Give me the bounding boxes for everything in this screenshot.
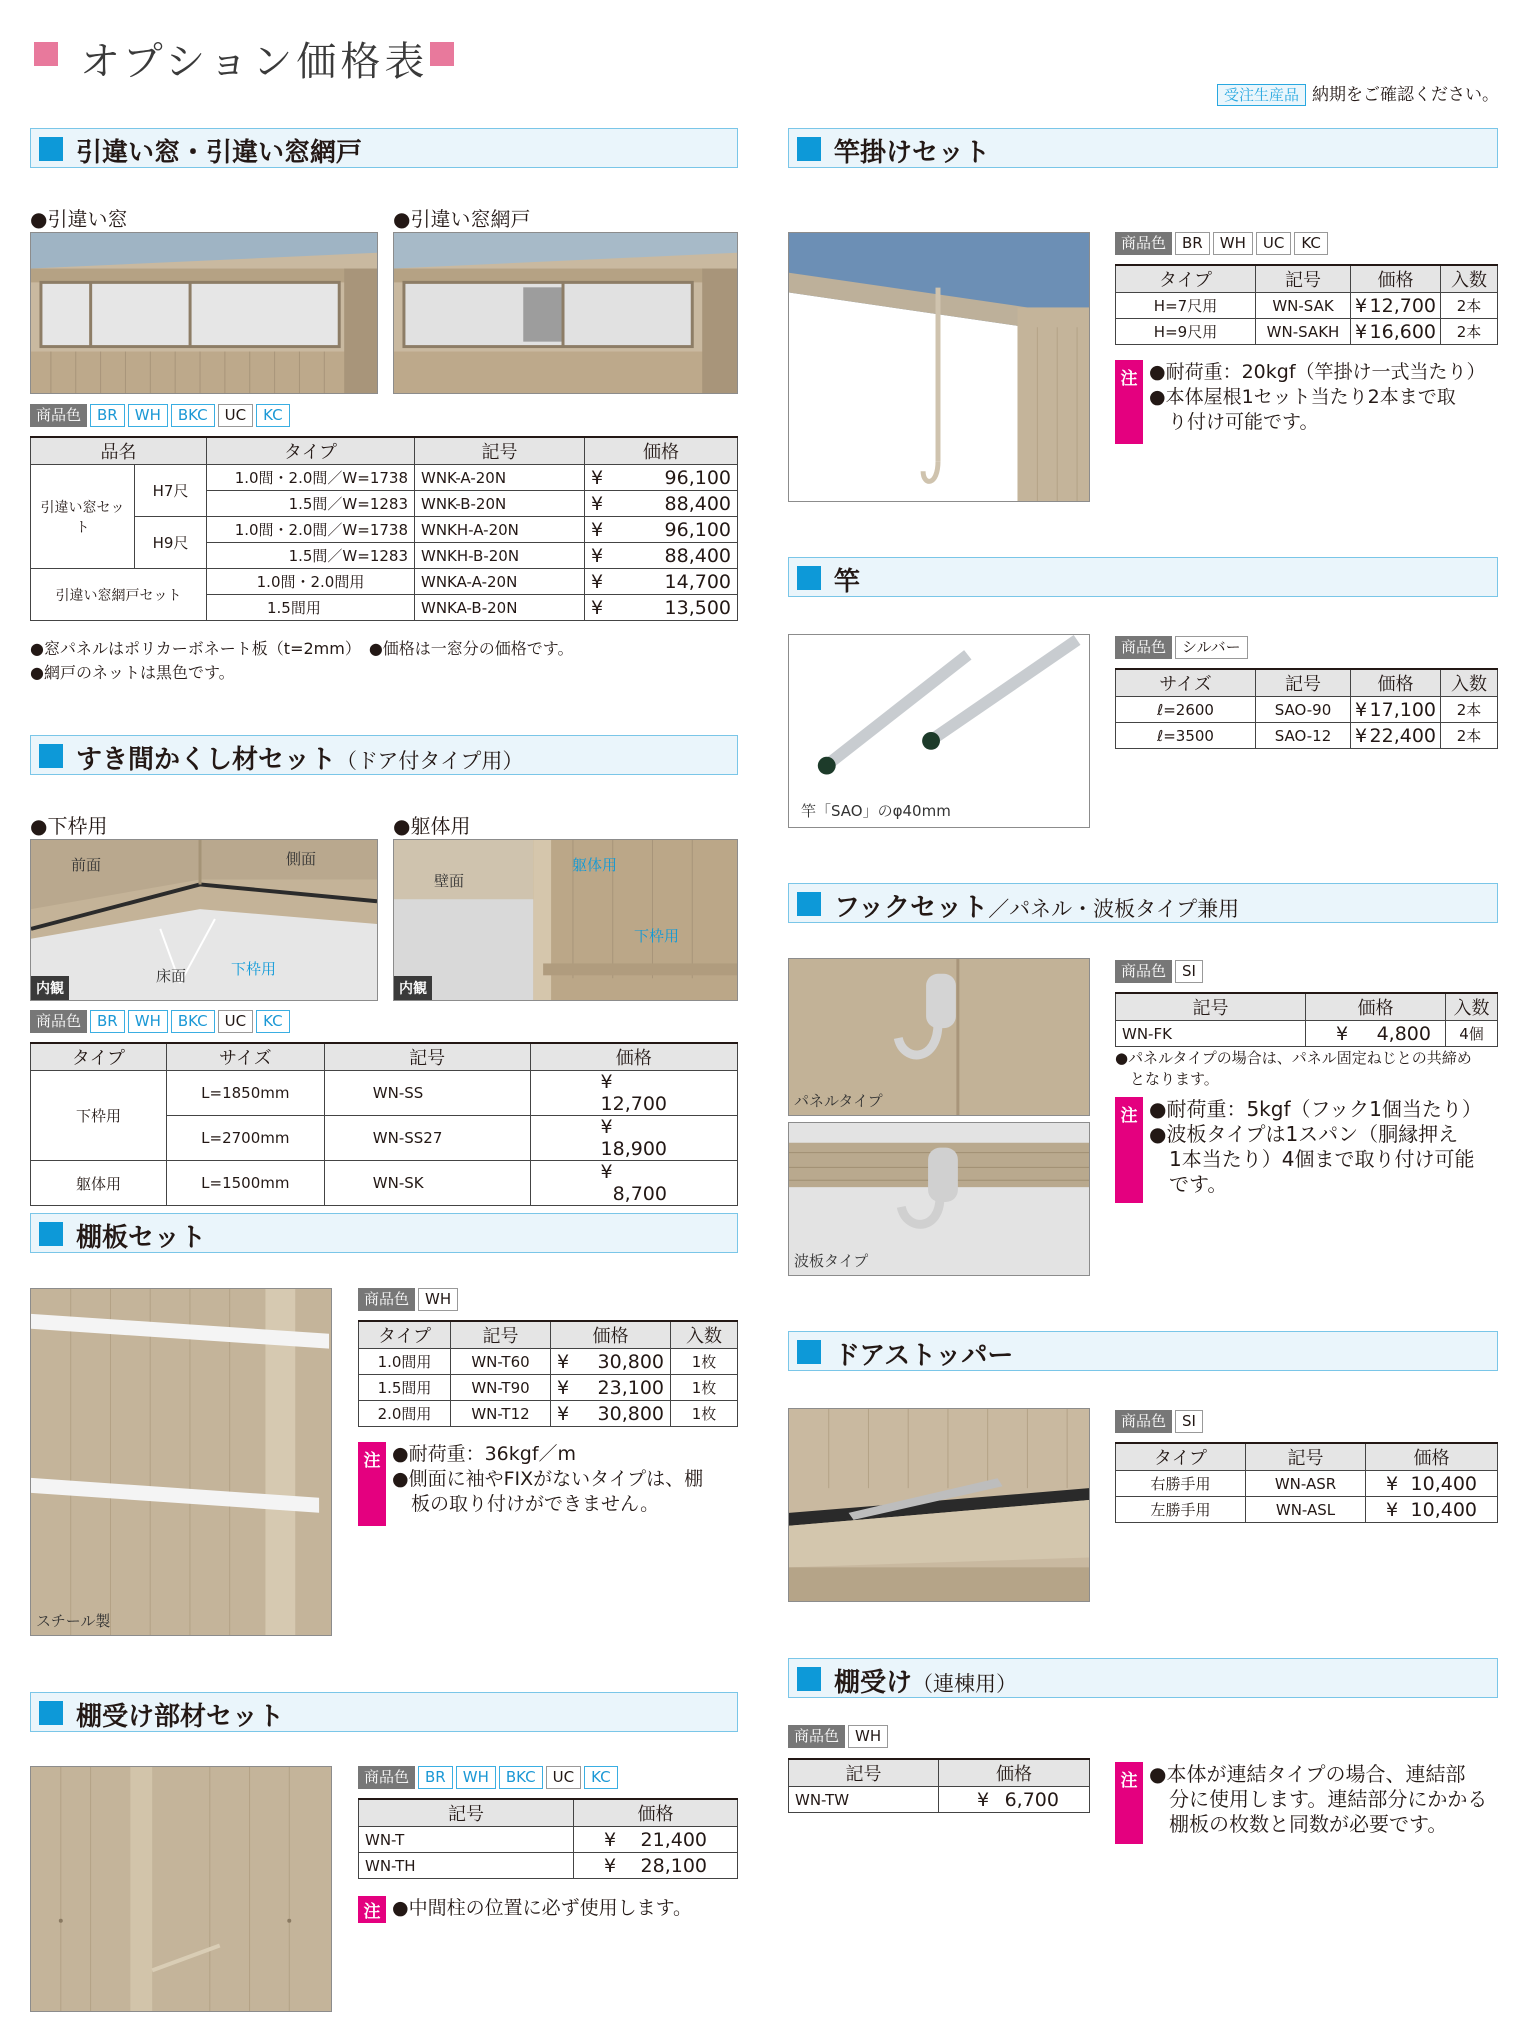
code-cell: WN-SS27 bbox=[324, 1116, 530, 1161]
section-title: すき間かくし材セット（ドア付タイプ用） bbox=[76, 745, 524, 775]
type-cell: 下枠用 bbox=[31, 1071, 167, 1161]
window-price-table bbox=[30, 436, 738, 621]
code-cell: WN-SAK bbox=[1256, 293, 1351, 319]
photo-label-wall: 壁面 bbox=[434, 872, 465, 890]
chip-kc: KC bbox=[584, 1766, 618, 1789]
table-row bbox=[1116, 293, 1498, 319]
size-cell: L=1500mm bbox=[166, 1161, 324, 1206]
window-note-1: ●窓パネルはポリカーボネート板（t=2mm） ●価格は一窓分の価格です。 bbox=[30, 639, 574, 658]
code-cell: WN-FK bbox=[1116, 1021, 1306, 1047]
qty-cell: 2本 bbox=[1441, 293, 1498, 319]
hook-note bbox=[1115, 1097, 1498, 1203]
code-cell: WNKA-A-20N bbox=[415, 569, 585, 595]
chip-si: SI bbox=[1175, 960, 1203, 983]
note-mark: 注 bbox=[358, 1896, 386, 1923]
price-cell: ¥ 12,700 bbox=[530, 1071, 737, 1116]
col-header: 記号 bbox=[359, 1799, 574, 1827]
chip-uc: UC bbox=[546, 1766, 581, 1789]
qty-cell: 1枚 bbox=[671, 1401, 738, 1427]
code-cell: WNK-A-20N bbox=[415, 465, 585, 491]
photo-pole-hanger bbox=[788, 232, 1090, 502]
table-header-row bbox=[1116, 1443, 1498, 1471]
inner-view-tag: 内観 bbox=[394, 976, 432, 1000]
col-header: 記号 bbox=[1256, 669, 1351, 697]
table-row bbox=[1116, 1021, 1498, 1047]
section-title: 竿掛けセット bbox=[834, 138, 991, 168]
photo-bottom-frame bbox=[30, 839, 378, 1001]
photo-label-body: 躯体用 bbox=[572, 856, 618, 874]
hook-price-table bbox=[1115, 992, 1498, 1047]
qty-cell: 1枚 bbox=[671, 1349, 738, 1375]
col-header: 入数 bbox=[1446, 993, 1498, 1021]
type-cell: 左勝手用 bbox=[1116, 1497, 1246, 1523]
price-cell: ¥ 13,500 bbox=[585, 595, 738, 621]
section-pole-header bbox=[788, 557, 1498, 597]
chip-br: BR bbox=[1175, 232, 1210, 255]
chip-kc: KC bbox=[256, 1010, 290, 1033]
price-cell: ¥ 10,400 bbox=[1366, 1497, 1498, 1523]
photo-sliding-window bbox=[30, 232, 378, 394]
table-row bbox=[31, 517, 738, 543]
note-mark: 注 bbox=[1115, 360, 1143, 444]
photo-caption: スチール製 bbox=[36, 1612, 111, 1630]
photo-hook-panel bbox=[788, 958, 1090, 1116]
chip-bkc: BKC bbox=[499, 1766, 543, 1789]
table-header-row bbox=[359, 1321, 738, 1349]
color-chips-door-stopper bbox=[1115, 1410, 1203, 1433]
chip-wh: WH bbox=[456, 1766, 496, 1789]
table-row bbox=[31, 569, 738, 595]
table-header-row bbox=[359, 1799, 738, 1827]
chip-silver: シルバー bbox=[1175, 636, 1248, 659]
type-cell: 1.0間・2.0間用 bbox=[207, 569, 415, 595]
chip-br: BR bbox=[418, 1766, 453, 1789]
type-cell: 1.5間／W=1283 bbox=[207, 543, 415, 569]
color-chips-pole bbox=[1115, 636, 1248, 659]
chip-label: 商品色 bbox=[358, 1766, 415, 1789]
color-chips-pole-hanger bbox=[1115, 232, 1328, 255]
chip-uc: UC bbox=[218, 404, 253, 427]
chip-wh: WH bbox=[1213, 232, 1253, 255]
price-cell: ¥ 88,400 bbox=[585, 491, 738, 517]
page-title: オプション価格表 bbox=[80, 39, 429, 85]
chip-wh: WH bbox=[128, 404, 168, 427]
note-text: ●耐荷重：5kgf（フック1個当たり） ●波板タイプは1スパン（胴縁押え 1本当たり）4個まで取り付け可能 です。 bbox=[1149, 1097, 1482, 1196]
chip-label: 商品色 bbox=[1115, 1410, 1172, 1433]
pole-price-table bbox=[1115, 668, 1498, 749]
chip-wh: WH bbox=[418, 1288, 458, 1311]
color-chips-window bbox=[30, 404, 290, 427]
code-cell: WN-SAKH bbox=[1256, 319, 1351, 345]
type-cell: 1.0間・2.0間／W=1738 bbox=[207, 517, 415, 543]
section-pole-hanger-header bbox=[788, 128, 1498, 168]
code-cell: WN-ASL bbox=[1246, 1497, 1366, 1523]
photo-caption: 波板タイプ bbox=[794, 1252, 869, 1270]
photo-label-bottom-frame: 下枠用 bbox=[231, 960, 277, 978]
type-cell: H=9尺用 bbox=[1116, 319, 1256, 345]
section-marker bbox=[797, 566, 821, 590]
col-header: 価格 bbox=[551, 1321, 671, 1349]
table-row bbox=[359, 1853, 738, 1879]
code-cell: WN-T12 bbox=[451, 1401, 551, 1427]
size-cell: ℓ=3500 bbox=[1116, 723, 1256, 749]
section-marker bbox=[797, 892, 821, 916]
table-header-row bbox=[31, 437, 738, 465]
section-hook-header bbox=[788, 883, 1498, 923]
color-chips-bracket-set bbox=[358, 1766, 618, 1789]
col-header: 入数 bbox=[671, 1321, 738, 1349]
title-marker-left bbox=[34, 42, 58, 66]
code-cell: WNKA-B-20N bbox=[415, 595, 585, 621]
code-cell: WNK-B-20N bbox=[415, 491, 585, 517]
chip-kc: KC bbox=[256, 404, 290, 427]
section-marker bbox=[39, 744, 63, 768]
color-chips-gap bbox=[30, 1010, 290, 1033]
section-gap-header bbox=[30, 735, 738, 775]
note-text: ●耐荷重：36kgf／m ●側面に袖やFIXがないタイプは、棚 板の取り付けができません。 bbox=[392, 1443, 704, 1515]
type-cell: 1.0間用 bbox=[359, 1349, 451, 1375]
photo-pole bbox=[788, 634, 1090, 828]
note-mark: 注 bbox=[1115, 1762, 1143, 1844]
section-marker bbox=[797, 1340, 821, 1364]
note-mark: 注 bbox=[358, 1442, 386, 1526]
chip-br: BR bbox=[90, 404, 125, 427]
section-title: フックセット／パネル・波板タイプ兼用 bbox=[834, 893, 1240, 923]
order-notice bbox=[1217, 80, 1499, 105]
price-cell: ¥ 4,800 bbox=[1306, 1021, 1446, 1047]
col-header: 記号 bbox=[1116, 993, 1306, 1021]
photo-hook-corrugated bbox=[788, 1122, 1090, 1276]
table-row bbox=[1116, 319, 1498, 345]
chip-label: 商品色 bbox=[1115, 636, 1172, 659]
color-chips-shelf-bracket bbox=[788, 1725, 888, 1748]
label-sliding-window: ●引違い窓 bbox=[30, 207, 128, 231]
table-header-row bbox=[31, 1043, 738, 1071]
title-marker-right bbox=[430, 42, 454, 66]
type-cell: 1.5間用 bbox=[359, 1375, 451, 1401]
price-cell: ¥ 6,700 bbox=[939, 1787, 1090, 1813]
chip-label: 商品色 bbox=[358, 1288, 415, 1311]
color-chips-shelf bbox=[358, 1288, 458, 1311]
col-header: サイズ bbox=[1116, 669, 1256, 697]
made-to-order-badge: 受注生産品 bbox=[1217, 84, 1306, 106]
price-cell: ¥ 30,800 bbox=[551, 1401, 671, 1427]
chip-label: 商品色 bbox=[1115, 960, 1172, 983]
size-cell: L=1850mm bbox=[166, 1071, 324, 1116]
col-header: 価格 bbox=[939, 1759, 1090, 1787]
chip-label: 商品色 bbox=[30, 1010, 87, 1033]
col-header: 価格 bbox=[1351, 265, 1441, 293]
photo-caption: パネルタイプ bbox=[794, 1092, 883, 1110]
qty-cell: 4個 bbox=[1446, 1021, 1498, 1047]
section-bracket-set-header bbox=[30, 1692, 738, 1732]
section-marker bbox=[797, 137, 821, 161]
door-stopper-price-table bbox=[1115, 1442, 1498, 1523]
note-text: ●耐荷重：20kgf（竿掛け一式当たり） ●本体屋根1セット当たり2本まで取 り付け可能です。 bbox=[1149, 361, 1486, 433]
section-marker bbox=[797, 1667, 821, 1691]
chip-bkc: BKC bbox=[171, 404, 215, 427]
code-cell: WN-TW bbox=[789, 1787, 939, 1813]
code-cell: WNKH-A-20N bbox=[415, 517, 585, 543]
qty-cell: 2本 bbox=[1441, 723, 1498, 749]
code-cell: WN-TH bbox=[359, 1853, 574, 1879]
table-row bbox=[359, 1375, 738, 1401]
col-header: 価格 bbox=[530, 1043, 737, 1071]
col-header: 価格 bbox=[1306, 993, 1446, 1021]
section-shelf-header bbox=[30, 1213, 738, 1253]
chip-uc: UC bbox=[1256, 232, 1291, 255]
chip-bkc: BKC bbox=[171, 1010, 215, 1033]
price-cell: ¥ 16,600 bbox=[1351, 319, 1441, 345]
label-sliding-window-screen: ●引違い窓網戸 bbox=[393, 207, 531, 231]
note-text: ●本体が連結タイプの場合、連結部 分に使用します。連結部分にかかる 棚板の枚数と同数が必要です。 bbox=[1149, 1762, 1488, 1836]
code-cell: WN-T60 bbox=[451, 1349, 551, 1375]
table-row bbox=[359, 1349, 738, 1375]
photo-caption: 竿「SAO」のφ40mm bbox=[801, 802, 951, 820]
bracket-set-price-table bbox=[358, 1798, 738, 1879]
code-cell: WN-SK bbox=[324, 1161, 530, 1206]
col-header: 価格 bbox=[574, 1799, 738, 1827]
price-cell: ¥ 96,100 bbox=[585, 465, 738, 491]
type-cell: 2.0間用 bbox=[359, 1401, 451, 1427]
shelf-bracket-note bbox=[1115, 1762, 1498, 1844]
table-row bbox=[31, 1071, 738, 1116]
section-door-stopper-header bbox=[788, 1331, 1498, 1371]
col-header: 記号 bbox=[1246, 1443, 1366, 1471]
code-cell: WN-T90 bbox=[451, 1375, 551, 1401]
price-cell: ¥ 30,800 bbox=[551, 1349, 671, 1375]
chip-kc: KC bbox=[1294, 232, 1328, 255]
photo-door-stopper bbox=[788, 1408, 1090, 1602]
hook-small-note: ●パネルタイプの場合は、パネル固定ねじとの共締め となります。 bbox=[1115, 1049, 1472, 1088]
table-row bbox=[789, 1787, 1090, 1813]
col-header: 記号 bbox=[1256, 265, 1351, 293]
pole-hanger-price-table bbox=[1115, 264, 1498, 345]
col-header: 記号 bbox=[324, 1043, 530, 1071]
section-title: 棚受け部材セット bbox=[76, 1702, 285, 1732]
type-cell: 1.0間・2.0間／W=1738 bbox=[207, 465, 415, 491]
table-row bbox=[1116, 697, 1498, 723]
bracket-set-note bbox=[358, 1896, 738, 1923]
group-cell: 引違い窓セット bbox=[31, 465, 135, 569]
table-row bbox=[1116, 1471, 1498, 1497]
label-bottom-frame: ●下枠用 bbox=[30, 814, 108, 838]
col-header: 入数 bbox=[1441, 265, 1498, 293]
note-mark: 注 bbox=[1115, 1097, 1143, 1203]
price-cell: ¥ 23,100 bbox=[551, 1375, 671, 1401]
col-header: タイプ bbox=[359, 1321, 451, 1349]
table-row bbox=[1116, 723, 1498, 749]
chip-br: BR bbox=[90, 1010, 125, 1033]
col-header: 記号 bbox=[789, 1759, 939, 1787]
col-header: タイプ bbox=[1116, 265, 1256, 293]
price-cell: ¥ 21,400 bbox=[574, 1827, 738, 1853]
notice-text: 納期をご確認ください。 bbox=[1312, 85, 1499, 105]
section-title: 棚受け（連棟用） bbox=[834, 1668, 1018, 1698]
section-marker bbox=[39, 137, 63, 161]
section-marker bbox=[39, 1222, 63, 1246]
photo-label-side: 側面 bbox=[286, 850, 317, 868]
col-header: タイプ bbox=[31, 1043, 167, 1071]
table-row bbox=[359, 1827, 738, 1853]
photo-label-front: 前面 bbox=[71, 856, 102, 874]
col-header: タイプ bbox=[1116, 1443, 1246, 1471]
price-cell: ¥ 96,100 bbox=[585, 517, 738, 543]
table-header-row bbox=[789, 1759, 1090, 1787]
code-cell: SAO-12 bbox=[1256, 723, 1351, 749]
table-row bbox=[1116, 1497, 1498, 1523]
chip-uc: UC bbox=[218, 1010, 253, 1033]
pole-hanger-note bbox=[1115, 360, 1498, 444]
table-row bbox=[31, 465, 738, 491]
chip-label: 商品色 bbox=[30, 404, 87, 427]
photo-body bbox=[393, 839, 738, 1001]
label-body: ●躯体用 bbox=[393, 814, 471, 838]
price-cell: ¥ 12,700 bbox=[1351, 293, 1441, 319]
photo-bracket-set bbox=[30, 1766, 332, 2012]
height-cell: H9尺 bbox=[135, 517, 207, 569]
col-header: 価格 bbox=[1366, 1443, 1498, 1471]
section-window-header bbox=[30, 128, 738, 168]
price-cell: ¥ 10,400 bbox=[1366, 1471, 1498, 1497]
table-header-row bbox=[1116, 265, 1498, 293]
chip-wh: WH bbox=[128, 1010, 168, 1033]
group-cell: 引違い窓網戸セット bbox=[31, 569, 207, 621]
code-cell: SAO-90 bbox=[1256, 697, 1351, 723]
col-header: 入数 bbox=[1441, 669, 1498, 697]
col-header: 記号 bbox=[451, 1321, 551, 1349]
qty-cell: 2本 bbox=[1441, 697, 1498, 723]
height-cell: H7尺 bbox=[135, 465, 207, 517]
section-title: 棚板セット bbox=[76, 1223, 207, 1253]
qty-cell: 1枚 bbox=[671, 1375, 738, 1401]
photo-label-floor: 床面 bbox=[156, 967, 187, 985]
section-title: 竿 bbox=[834, 567, 861, 597]
col-header: 価格 bbox=[1351, 669, 1441, 697]
price-cell: ¥ 88,400 bbox=[585, 543, 738, 569]
chip-label: 商品色 bbox=[788, 1725, 845, 1748]
shelf-bracket-price-table bbox=[788, 1758, 1090, 1813]
section-title: ドアストッパー bbox=[834, 1341, 1014, 1371]
gap-price-table bbox=[30, 1042, 738, 1206]
size-cell: ℓ=2600 bbox=[1116, 697, 1256, 723]
code-cell: WN-ASR bbox=[1246, 1471, 1366, 1497]
section-shelf-bracket-header bbox=[788, 1658, 1498, 1698]
color-chips-hook bbox=[1115, 960, 1203, 983]
price-cell: ¥ 28,100 bbox=[574, 1853, 738, 1879]
code-cell: WN-SS bbox=[324, 1071, 530, 1116]
photo-label-bottom-frame: 下枠用 bbox=[634, 927, 680, 945]
price-cell: ¥ 8,700 bbox=[530, 1161, 737, 1206]
qty-cell: 2本 bbox=[1441, 319, 1498, 345]
col-header: 価格 bbox=[585, 437, 738, 465]
chip-si: SI bbox=[1175, 1410, 1203, 1433]
code-cell: WN-T bbox=[359, 1827, 574, 1853]
price-cell: ¥ 22,400 bbox=[1351, 723, 1441, 749]
note-text: ●中間柱の位置に必ず使用します。 bbox=[392, 1897, 693, 1919]
chip-wh: WH bbox=[848, 1725, 888, 1748]
inner-view-tag: 内観 bbox=[31, 976, 69, 1000]
type-cell: 1.5間用 bbox=[207, 595, 415, 621]
shelf-price-table bbox=[358, 1320, 738, 1427]
window-note-2: ●網戸のネットは黒色です。 bbox=[30, 663, 235, 682]
col-header: タイプ bbox=[207, 437, 415, 465]
price-cell: ¥ 17,100 bbox=[1351, 697, 1441, 723]
table-row bbox=[359, 1401, 738, 1427]
col-header: 品名 bbox=[31, 437, 207, 465]
photo-shelf bbox=[30, 1288, 332, 1636]
type-cell: 1.5間／W=1283 bbox=[207, 491, 415, 517]
size-cell: L=2700mm bbox=[166, 1116, 324, 1161]
col-header: サイズ bbox=[166, 1043, 324, 1071]
table-header-row bbox=[1116, 993, 1498, 1021]
code-cell: WNKH-B-20N bbox=[415, 543, 585, 569]
photo-sliding-window-screen bbox=[393, 232, 738, 394]
price-cell: ¥ 14,700 bbox=[585, 569, 738, 595]
table-row bbox=[31, 1161, 738, 1206]
table-header-row bbox=[1116, 669, 1498, 697]
price-cell: ¥ 18,900 bbox=[530, 1116, 737, 1161]
chip-label: 商品色 bbox=[1115, 232, 1172, 255]
type-cell: 右勝手用 bbox=[1116, 1471, 1246, 1497]
section-marker bbox=[39, 1701, 63, 1725]
shelf-note bbox=[358, 1442, 738, 1526]
section-title: 引違い窓・引違い窓網戸 bbox=[76, 138, 363, 168]
type-cell: H=7尺用 bbox=[1116, 293, 1256, 319]
col-header: 記号 bbox=[415, 437, 585, 465]
type-cell: 躯体用 bbox=[31, 1161, 167, 1206]
